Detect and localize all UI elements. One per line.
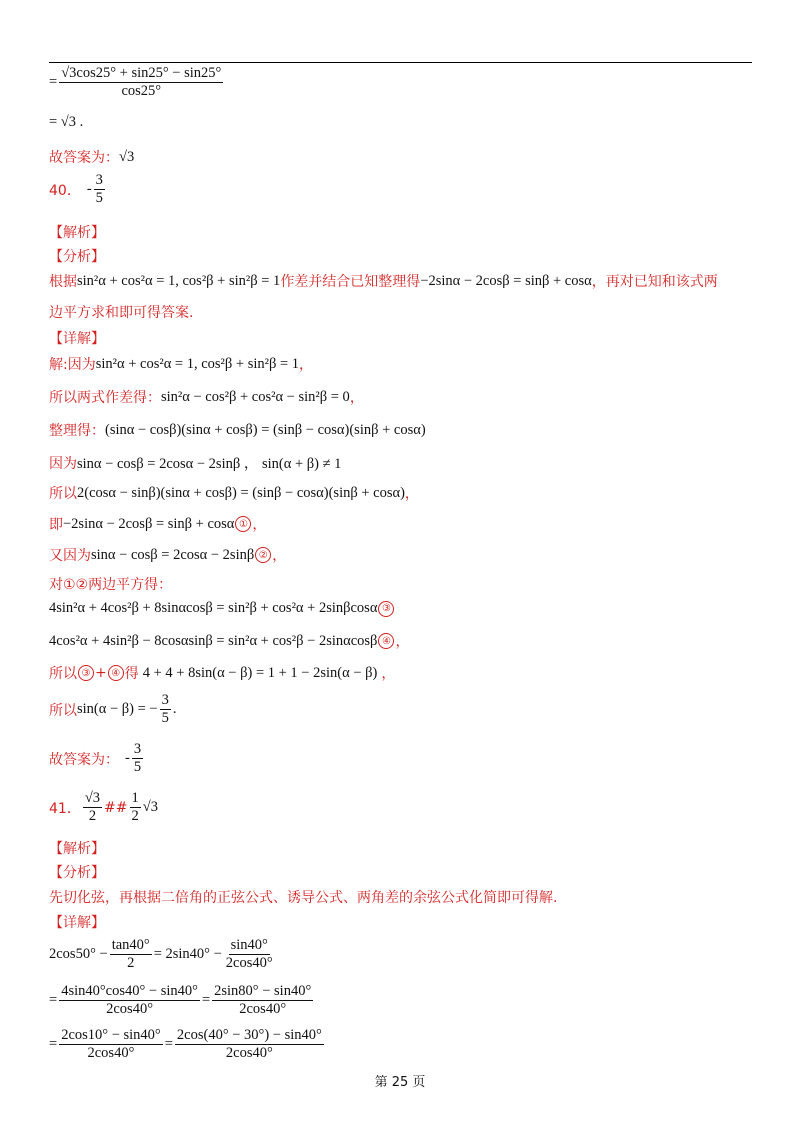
detail-line: 4sin²α + 4cos²β + 8sinαcosβ = sin²β + cos²α + 2sinβcosα ③ [49,600,395,617]
analysis-line: 根据 sin²α + cos²α = 1, cos²β + sin²β = 1 作差并结合已知整理得 −2sinα − 2cosβ = sinβ + cosα ，再对已知和该式两 [49,272,718,290]
section-jiexi: 【解析】 [49,225,105,241]
circled-number: ④ [108,665,124,681]
fraction: $\frac{2\sin 80^\circ - \sin 40^\circ}{2\cos 40^\circ}$ [214,983,312,1017]
fraction: $\frac{√3}{2}$ [84,790,101,824]
fraction: $\frac{\sin 40^\circ}{2\cos 40^\circ}$ [225,937,273,971]
fraction: $\frac{3}{5}$ [161,692,169,726]
equation-line: = $\frac{2\cos 10^\circ - \sin 40^\circ}{2\cos 40^\circ}$ = $\frac{2\cos(40^\circ - 30^\circ) - \sin 40^\circ}{2\cos 40^\circ}$ [49,1027,322,1061]
fraction: $\frac{√3\cos 25^\circ + \sin 25^\circ - \sin 25^\circ}{\cos 25^\circ}$ [61,65,222,99]
detail-line: 所以 2(cosα − sinβ)(sinα + cosβ) = (sinβ − cosα)(sinβ + cosα) ， [49,484,419,502]
fraction: $\frac{2\cos(40^\circ - 30^\circ) - \sin 40^\circ}{2\cos 40^\circ}$ [176,1027,322,1061]
equation-line: = $\frac{√3\cos 25^\circ + \sin 25^\circ - \sin 25^\circ}{\cos 25^\circ}$ [49,65,222,99]
detail-line: 所以 ③ + ④ 得 4 + 4 + 8sin(α − β) = 1 + 1 − 2sin(α − β) ， [49,664,396,682]
detail-line: 所以两式作差得： sin²α − cos²β + cos²α − sin²β = 0 ， [49,388,364,406]
detail-line: 4cos²α + 4sin²β − 8cosαsinβ = sin²α + cos²β − 2sinαcosβ ④ ， [49,632,410,650]
question-40-header: 40． - $\frac{3}{5}$ [49,172,103,206]
section-xiangjie: 【详解】 [49,331,105,347]
detail-line: 所以 sin(α − β) = − $\frac{3}{5}$ . [49,692,177,726]
detail-line: 因为 sinα − cosβ = 2cosα − 2sinβ ， sin(α + β) ≠ 1 [49,455,342,472]
section-xiangjie: 【详解】 [49,915,105,931]
analysis-line: 先切化弦，再根据二倍角的正弦公式、诱导公式、两角差的余弦公式化简即可得解. [49,890,558,906]
fraction: $\frac{1}{2}$ [131,790,139,824]
circled-number: ② [255,547,271,563]
fraction: $\frac{4\sin 40^\circ\cos 40^\circ - \sin 40^\circ}{2\cos 40^\circ}$ [61,983,198,1017]
page-number: 第 25 页 [374,1075,426,1090]
fraction: $\frac{\tan 40^\circ}{2}$ [111,937,150,971]
detail-line: 又因为 sinα − cosβ = 2cosα − 2sinβ ② ， [49,546,287,564]
circled-number: ④ [378,633,394,649]
section-fenxi: 【分析】 [49,865,105,881]
detail-line: 整理得： (sinα − cosβ)(sinα + cosβ) = (sinβ − cosα)(sinβ + cosα) [49,421,426,439]
circled-number: ① [235,516,251,532]
section-fenxi: 【分析】 [49,249,105,265]
detail-line: 解:因为 sin²α + cos²α = 1, cos²β + sin²β = 1 ， [49,355,314,373]
header-rule [49,62,752,63]
fraction: $\frac{3}{5}$ [95,172,103,206]
circled-number: ③ [78,665,94,681]
equation-line: 2cos50° − $\frac{\tan 40^\circ}{2}$ = 2sin40° − $\frac{\sin 40^\circ}{2\cos 40^\circ}$ [49,937,273,971]
equation-line: = $\frac{4\sin 40^\circ\cos 40^\circ - \sin 40^\circ}{2\cos 40^\circ}$ = $\frac{2\sin 80^\circ - \sin 40^\circ}{2\cos 40^\circ}$ [49,983,312,1017]
answer-line: 故答案为： - $\frac{3}{5}$ [49,741,142,775]
section-jiexi: 【解析】 [49,841,105,857]
answer-line: 故答案为： √3 [49,148,135,166]
equation-line: = √3 . [49,114,84,130]
circled-number: ③ [378,601,394,617]
fraction: $\frac{3}{5}$ [133,741,142,775]
detail-line: 对①②两边平方得： [49,577,173,593]
detail-line: 即 −2sinα − 2cosβ = sinβ + cosα ① ， [49,515,267,533]
fraction: $\frac{2\cos 10^\circ - \sin 40^\circ}{2\cos 40^\circ}$ [61,1027,161,1061]
question-41-header: 41． $\frac{√3}{2}$ ## $\frac{1}{2}$ √3 [49,790,158,824]
analysis-line: 边平方求和即可得答案. [49,305,194,321]
